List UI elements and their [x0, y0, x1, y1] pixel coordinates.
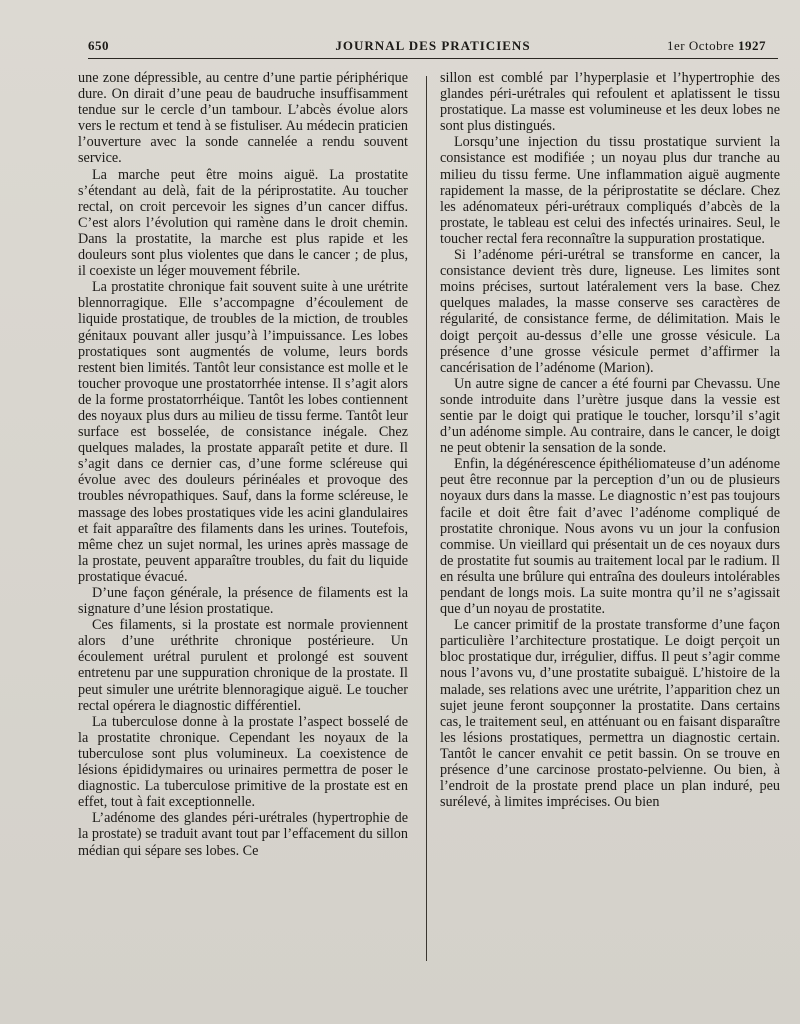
paragraph: L’adénome des glandes péri-urétrales (hypertrophie de la prostate) se traduit avant tout par l’effacement du sillon médian qui sépare ses lobes. Ce [78, 810, 408, 859]
paragraph: La marche peut être moins aiguë. La prostatite s’étendant au delà, fait de la périprostatite. Au toucher rectal, on croit percevoir les signes d’un cancer diffus. C’est alors l’évolution qui ramène dans le droit chemin. Dans la prostatite, la marche est plus rapide et les douleurs sont plus violentes que dans le cancer ; de plus, il coexiste un léger mouvement fébrile. [78, 166, 408, 280]
paragraph: une zone dépressible, au centre d’une partie périphérique dure. On dirait d’une peau de baudruche insuffisamment tendue sur le cercle d’un tambour. L’abcès évolue alors vers le rectum et tend à se fistuliser. Au médecin praticien l’ouverture avec la sonde cannelée a rendu souvent service. [78, 70, 408, 167]
header-rule [88, 58, 778, 59]
running-header [88, 34, 778, 56]
paragraph: La tuberculose donne à la prostate l’aspect bosselé de la prostatite chronique. Cependant les noyaux de la tuberculose sont plus volumineux. La coexistence de lésions épididymaires ou urinaires permettra de poser le diagnostic. La tuberculose primitive de la prostate est en effet, tout à fait exceptionnelle. [78, 713, 408, 811]
paragraph: Un autre signe de cancer a été fourni par Chevassu. Une sonde introduite dans l’urètre jusque dans la vessie est sentie par le doigt qui pratique le toucher, lorsqu’il s’agit d’un adénome simple. Au contraire, dans le cancer, le doigt ne peut obtenir la sensation de la sonde. [440, 375, 780, 457]
paragraph: Ces filaments, si la prostate est normale proviennent alors d’une uréthrite chronique postérieure. Un écoulement urétral purulent et prolongé est souvent entretenu par une suppuration chronique de la prostate. Il peut simuler une urétrite blennoragique aiguë. Le toucher rectal opérera le diagnostic différentiel. [78, 617, 408, 714]
paragraph: Lorsqu’une injection du tissu prostatique survient la consistance est modifiée ; un noyau plus dur tranche au milieu du tissu ferme. Une inflammation aiguë augmente rapidement la masse, de la périprostatite se déclare. Chez les adénomateux péri-urétraux compliqués d’abcès de la prostate, le tableau est celui des infectés urinaires. Seul, le toucher rectal fera reconnaître la suppuration prostatique. [440, 134, 780, 247]
issue-date [667, 38, 766, 54]
issue-date-day: 1er Octobre [667, 38, 735, 53]
paragraph: La prostatite chronique fait souvent suite à une urétrite blennorragique. Elle s’accompagne d’écoulement de liquide prostatique, de troubles de la miction, de troubles génitaux pouvant aller jusqu’à l’impuissance. Les lobes prostatiques sont augmentés de volume, leurs bords restent bien limités. Tantôt leur consistance est molle et le toucher provoque une prostatorrhée intense. Il s’agit alors de la forme prostatorrhéique. Tantôt les lobes contiennent des noyaux plus durs au milieu de tissu ferme. Tantôt leur surface est bosselée, de consistance inégale. Chez quelques malades, la prostate apparaît petite et dure. Il s’agit dans ce dernier cas, d’une forme scléreuse qui évolue avec des douleurs périnéales et provoque des troubles névropathiques. Sauf, dans la forme scléreuse, le massage des lobes prostatiques vide les acini glandulaires et fait apparaître des filaments dans les urines. Toutefois, même chez un sujet normal, les urines après massage de la prostate, peuvent apparaître troubles, du fait du liquide prostatique évacué. [78, 279, 408, 585]
paragraph: D’une façon générale, la présence de filaments est la signature d’une lésion prostatique. [78, 585, 408, 618]
journal-title: JOURNAL DES PRATICIENS [335, 38, 531, 53]
column-divider [426, 76, 427, 961]
paragraph: Si l’adénome péri-urétral se transforme en cancer, la consistance devient très dure, ligneuse. Les limites sont moins précises, surtout latéralement vers la base. Chez quelques malades, la masse conserve ses caractères de régularité, de consistance ferme, de délimitation. Mais le doigt perçoit au-dessus d’elle une grosse vésicule. La présence d’une grosse vésicule permet d’affirmer la cancérisation de l’adénome (Marion). [440, 247, 780, 376]
paragraph: Enfin, la dégénérescence épithéliomateuse d’un adénome peut être reconnue par la perception d’un ou de plusieurs noyaux durs dans la masse. Le diagnostic n’est pas toujours facile et doit être fait d’avec l’adénome compliqué de prostatite chronique. Nous avons vu un jour la confusion commise. Un vieillard qui présentait un de ces noyaux durs de prostatite fut soumis au traitement local par le radium. Il en résulta une brûlure qui entraîna des douleurs intolérables pendant de longs mois. La suite montra qu’il ne s’agissait que d’un noyau de prostatite. [440, 456, 780, 618]
right-column [440, 70, 780, 810]
paragraph: Le cancer primitif de la prostate transforme d’une façon particulière l’architecture prostatique. Le doigt perçoit un bloc prostatique dur, irrégulier, diffus. Il peut s’agir comme nous l’avons vu, d’une prostatite subaiguë. L’histoire de la malade, ses relations avec une urétrite, l’apparition chez un sujet jeune feront soupçonner la prostatite. Dans certains cas, le traitement seul, en atténuant ou en faisant disparaître les lésions prostatiques, permettra un diagnostic certain. Tantôt le cancer envahit ce petit bassin. On se trouve en présence d’une carcinose prostato-pelvienne. Ou bien, à l’endroit de la prostate prend place un plan induré, peu surélevé, à limites imprécises. Ou bien [440, 617, 780, 811]
paragraph: sillon est comblé par l’hyperplasie et l’hypertrophie des glandes péri-urétrales qui refoulent et aplatissent le tissu prostatique. La masse est volumineuse et les deux lobes ne sont plus distingués. [440, 70, 780, 135]
left-column [78, 70, 408, 859]
issue-date-year: 1927 [738, 38, 766, 53]
page-number: 650 [88, 38, 109, 53]
